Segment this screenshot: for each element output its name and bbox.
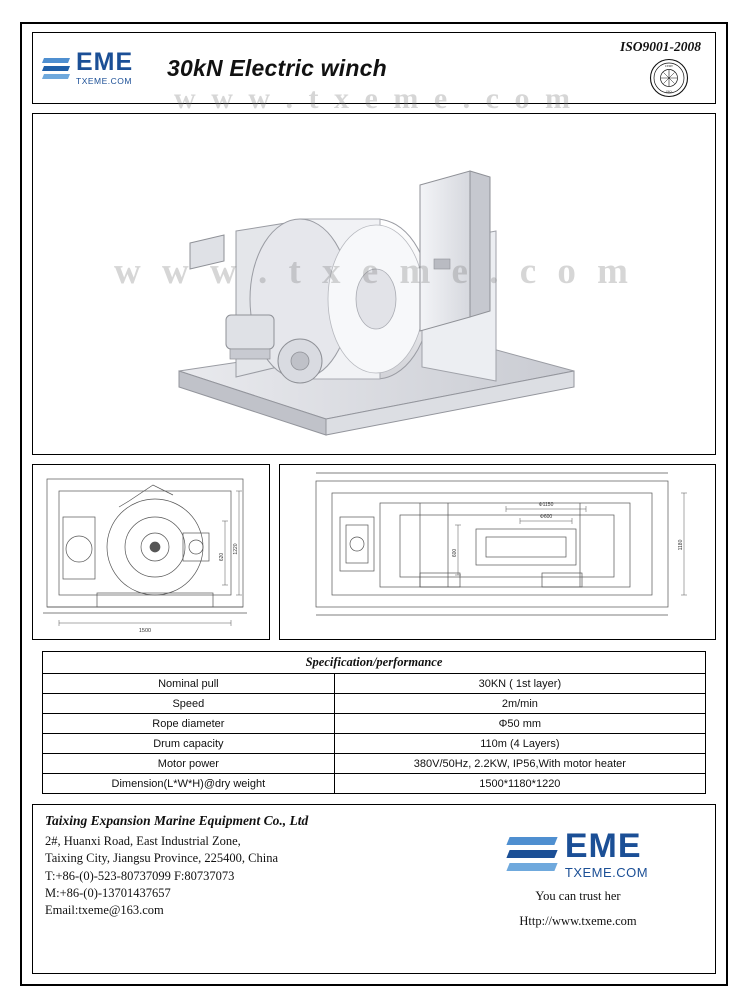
svg-text:1180: 1180 (678, 539, 684, 551)
header-logo-sub: TXEME.COM (76, 76, 132, 87)
table-row (43, 694, 706, 714)
table-row (43, 734, 706, 754)
footer-logo-sub: TXEME.COM (564, 865, 649, 880)
footer-logo-text (565, 829, 648, 879)
spec-key: Nominal pull (43, 674, 335, 694)
drawing-front-view (32, 464, 270, 640)
footer-logo-name: EME (564, 827, 642, 865)
svg-text:1220: 1220 (233, 543, 239, 555)
svg-text:CERT: CERT (665, 64, 673, 68)
specification-table (42, 651, 706, 794)
svg-text:ISO: ISO (666, 89, 672, 94)
page-header (32, 32, 716, 104)
front-view-illustration (33, 465, 269, 639)
spec-key: Drum capacity (43, 734, 335, 754)
drawings-watermark: w w w . t x e m e . c o m (174, 82, 574, 115)
header-logo-text (76, 50, 133, 86)
drawing-plan-view (279, 464, 716, 640)
winch-photo-illustration (104, 119, 644, 449)
spec-key: Speed (43, 694, 335, 714)
svg-text:Φ1150: Φ1150 (538, 502, 554, 508)
header-logo-name: EME (76, 48, 134, 77)
svg-text:Φ600: Φ600 (539, 514, 553, 520)
specification-section (32, 651, 716, 794)
table-row (43, 674, 706, 694)
company-contact-block (45, 813, 453, 967)
footer-logo (508, 829, 648, 879)
table-title-row (43, 652, 706, 674)
spec-key: Dimension(L*W*H)@dry weight (43, 774, 335, 794)
spec-value: 110m (4 Layers) (334, 734, 705, 754)
svg-text:600: 600 (452, 548, 458, 558)
svg-text:620: 620 (219, 552, 225, 562)
photo-watermark: w w w . t x e m e . c o m (114, 251, 634, 292)
certification-seal-icon (649, 58, 689, 98)
page-title: 30kN Electric winch (167, 54, 387, 81)
spec-key: Rope diameter (43, 714, 335, 734)
page-footer (32, 804, 716, 974)
table-row (43, 754, 706, 774)
spec-value: 380V/50Hz, 2.2KW, IP56,With motor heater (334, 754, 705, 774)
address-line: 2#, Huanxi Road, East Industrial Zone, (45, 834, 241, 848)
iso-certification-label: ISO9001-2008 (619, 39, 701, 54)
product-photo-panel (32, 113, 716, 455)
email-line: Email:txeme@163.com (45, 903, 164, 917)
plan-view-illustration (280, 465, 716, 639)
phone-line: T:+86-(0)-523-80737099 F:80737073 (45, 868, 235, 883)
company-name: Taixing Expansion Marine Equipment Co., Ltd (45, 813, 309, 828)
mobile-line: M:+86-(0)-13701437657 (45, 885, 171, 900)
spec-value: Φ50 mm (334, 714, 705, 734)
address-line: Taixing City, Jiangsu Province, 225400, China (45, 851, 279, 866)
company-website: Http://www.txeme.com (519, 914, 637, 928)
spec-value: 30KN ( 1st layer) (334, 674, 705, 694)
header-logo (43, 50, 155, 86)
specification-title: Specification/performance (43, 652, 706, 674)
svg-text:1500: 1500 (138, 628, 152, 634)
spec-value: 2m/min (334, 694, 705, 714)
product-photo (33, 114, 715, 454)
eme-bars-icon (43, 55, 71, 81)
spec-key: Motor power (43, 754, 335, 774)
page-border (20, 22, 728, 986)
footer-brand-block (453, 813, 703, 967)
eme-bars-icon (508, 834, 556, 874)
company-slogan: You can trust her (535, 889, 621, 903)
spec-value: 1500*1180*1220 (334, 774, 705, 794)
table-row (43, 774, 706, 794)
table-row (43, 714, 706, 734)
